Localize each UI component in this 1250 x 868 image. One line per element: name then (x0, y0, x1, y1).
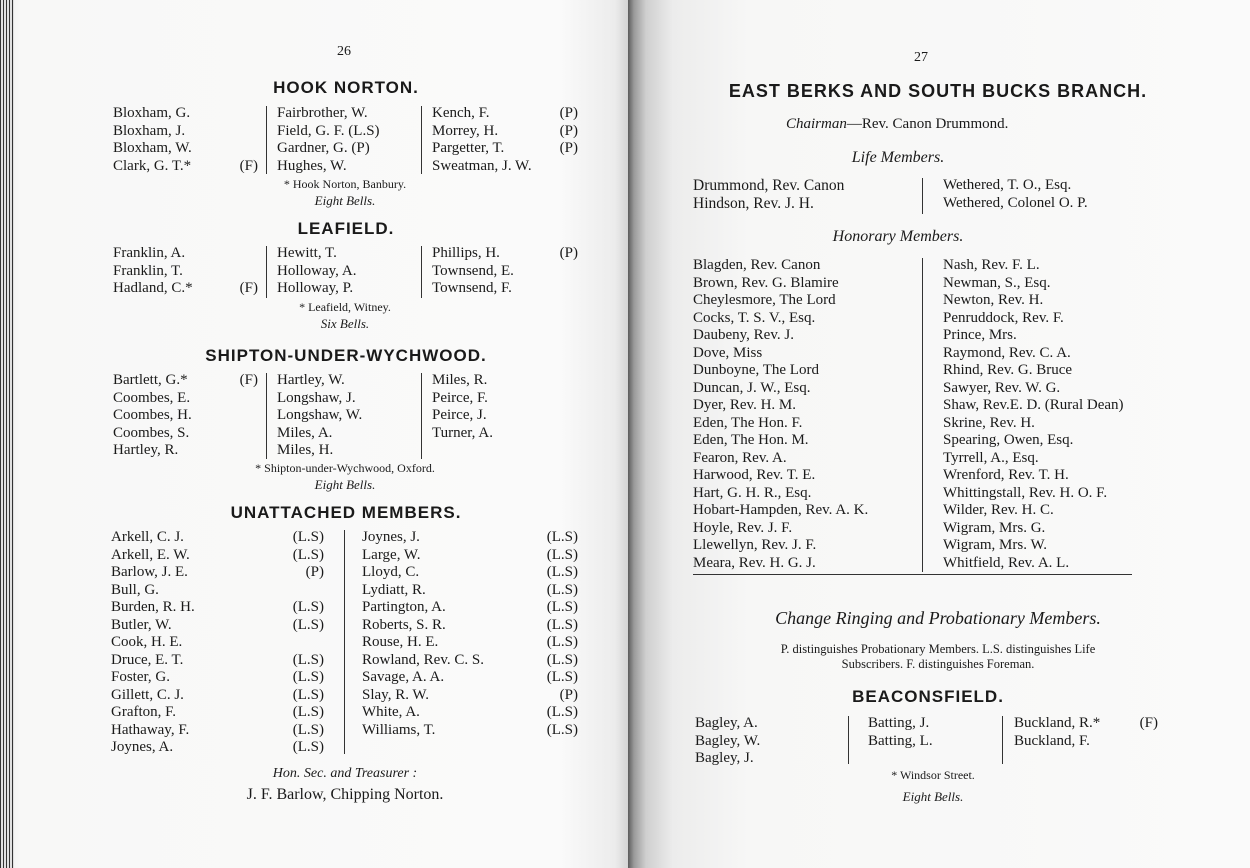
member-name: Phillips, H. (432, 245, 500, 261)
member-mark: (L.S) (292, 651, 324, 668)
member-name: Foster, G. (111, 669, 170, 685)
member-mark: (L.S) (546, 704, 578, 720)
member-mark: (L.S) (292, 529, 324, 545)
member-name: Miles, R. (432, 372, 488, 388)
member-mark: (P) (559, 686, 578, 703)
member-name: Penruddock, Rev. F. (943, 309, 1064, 326)
member-mark: (L.S) (292, 739, 324, 755)
member-name: Daubeny, Rev. J. (693, 327, 794, 343)
right-page (628, 0, 1250, 868)
member-name: Gardner, G. (P) (277, 140, 370, 156)
member-name: Tyrrell, A., Esq. (943, 449, 1039, 466)
member-name: Joynes, J. (362, 529, 420, 545)
member-name: Large, W. (362, 546, 421, 563)
member-name: White, A. (362, 704, 420, 720)
bells-count: Eight Bells. (314, 193, 376, 208)
member-name: Cook, H. E. (111, 634, 183, 650)
member-name: Lloyd, C. (362, 564, 420, 580)
member-name: Longshaw, W. (277, 407, 363, 423)
member-mark (270, 582, 324, 600)
member-name: Coombes, E. (113, 389, 191, 406)
member-name: Harwood, Rev. T. E. (693, 467, 816, 483)
member-name: Dunboyne, The Lord (693, 362, 819, 378)
member-name: Buckland, F. (1014, 732, 1090, 749)
member-mark: (L.S) (546, 599, 578, 615)
member-mark (230, 105, 258, 123)
change-ringing-heading: Change Ringing and Probationary Members. (775, 608, 1101, 628)
member-name: Clark, G. T.* (113, 157, 192, 174)
member-name: Rhind, Rev. G. Bruce (943, 362, 1073, 378)
member-name: Rouse, H. E. (362, 634, 439, 650)
member-name: Prince, Mrs. (943, 327, 1017, 343)
member-name: Franklin, A. (113, 245, 186, 261)
column-divider (266, 373, 267, 459)
shipton-col3 (432, 372, 493, 442)
member-name: Coombes, H. (113, 407, 192, 423)
member-mark (540, 158, 578, 176)
beaconsfield-col3 (1014, 715, 1100, 750)
member-name: Batting, J. (868, 715, 930, 731)
footer-label: Hon. Sec. and Treasurer : (272, 766, 418, 781)
member-name: Barlow, J. E. (111, 564, 188, 580)
chairman-name: —Rev. Canon Drummond. (846, 116, 1009, 132)
member-mark: (P) (559, 245, 578, 261)
member-name: Cheylesmore, The Lord (693, 292, 836, 308)
column-divider (922, 178, 923, 214)
bells-count: Eight Bells. (902, 789, 964, 804)
member-mark: (L.S) (546, 529, 578, 545)
member-mark (270, 634, 324, 652)
member-name: Skrine, Rev. H. (943, 414, 1035, 431)
member-name: Shaw, Rev.E. D. (Rural Dean) (943, 397, 1124, 413)
hook-norton-col1 (113, 105, 192, 175)
member-name: Whitfield, Rev. A. L. (943, 554, 1070, 571)
member-mark: (L.S) (292, 546, 324, 563)
hook-norton-col3-marks (540, 105, 578, 175)
leafield-col1 (113, 245, 193, 298)
leafield-col1-marks (230, 245, 258, 298)
member-name: Brown, Rev. G. Blamire (693, 274, 839, 291)
member-name: Roberts, S. R. (362, 616, 446, 633)
member-mark: (L.S) (292, 616, 324, 633)
member-name: Miles, H. (277, 442, 334, 458)
member-mark: (P) (559, 122, 578, 139)
member-name: Dyer, Rev. H. M. (693, 397, 796, 413)
column-divider (421, 106, 422, 174)
life-col1 (693, 177, 844, 212)
member-name: Bull, G. (111, 581, 159, 598)
life-col2 (943, 177, 1088, 212)
member-name: Batting, L. (868, 732, 933, 749)
member-name: Turner, A. (432, 424, 493, 441)
member-mark: (L.S) (546, 616, 578, 633)
member-name: Morrey, H. (432, 122, 499, 139)
member-name: Fairbrother, W. (277, 105, 368, 121)
shipton-col2 (277, 372, 362, 460)
life-members-heading: Life Members. (851, 149, 945, 166)
shipton-col1 (113, 372, 192, 460)
tower-address: * Hook Norton, Banbury. (283, 177, 407, 191)
member-mark: (L.S) (546, 581, 578, 598)
member-mark (540, 263, 578, 281)
member-mark: (P) (559, 105, 578, 121)
member-name: Nash, Rev. F. L. (943, 257, 1040, 273)
member-mark: (L.S) (546, 651, 578, 668)
member-name: Joynes, A. (111, 739, 174, 755)
member-name: Hewitt, T. (277, 245, 337, 261)
member-mark: (L.S) (292, 721, 324, 738)
member-name: Holloway, P. (277, 280, 354, 296)
legend-line-2: Subscribers. F. distinguishes Foreman. (841, 657, 1035, 671)
member-mark: (L.S) (292, 704, 324, 720)
unattached-col1-marks (270, 529, 324, 757)
member-name: Wrenford, Rev. T. H. (943, 467, 1069, 483)
member-name: Hartley, W. (277, 372, 345, 388)
member-name: Miles, A. (277, 424, 333, 441)
member-name: Hoyle, Rev. J. F. (693, 519, 793, 536)
member-name: Partington, A. (362, 599, 446, 615)
beaconsfield-col2 (868, 715, 933, 750)
column-divider (266, 106, 267, 174)
page-number: 27 (914, 50, 928, 65)
list-rule (922, 574, 1132, 575)
chairman-line (786, 116, 1008, 134)
page-edge-decoration (0, 0, 14, 868)
section-title-shipton: SHIPTON-UNDER-WYCHWOOD. (205, 346, 487, 365)
member-mark: (F) (239, 157, 258, 174)
tower-address: * Leafield, Witney. (299, 300, 391, 314)
shipton-col1-marks (230, 372, 258, 460)
honorary-col2 (943, 257, 1124, 572)
member-name: Bloxham, W. (113, 140, 192, 156)
member-name: Bagley, J. (695, 750, 754, 766)
column-divider (922, 258, 923, 572)
member-name: Slay, R. W. (362, 686, 429, 703)
leafield-col3 (432, 245, 514, 298)
branch-title: EAST BERKS AND SOUTH BUCKS BRANCH. (728, 81, 1148, 101)
member-name: Drummond, Rev. Canon (693, 177, 845, 194)
member-name: Wigram, Mrs. W. (943, 537, 1047, 553)
member-name: Eden, The Hon. F. (693, 414, 803, 431)
member-mark (230, 263, 258, 281)
member-mark: (P) (305, 564, 324, 580)
member-name: Hathaway, F. (111, 721, 190, 738)
member-name: Butler, W. (111, 616, 172, 633)
beaconsfield-col1 (695, 715, 760, 768)
member-name: Wilder, Rev. H. C. (943, 502, 1054, 518)
member-mark: (L.S) (546, 546, 578, 563)
member-name: Fearon, Rev. A. (693, 449, 787, 466)
member-mark: (L.S) (546, 721, 578, 738)
chairman-label: Chairman (786, 116, 847, 132)
member-name: Newton, Rev. H. (943, 292, 1044, 308)
member-name: Pargetter, T. (432, 140, 505, 156)
member-name: Hart, G. H. R., Esq. (693, 484, 812, 501)
member-mark: (L.S) (546, 634, 578, 650)
member-name: Coombes, S. (113, 424, 190, 441)
member-name: Kench, F. (432, 105, 490, 121)
member-mark (230, 123, 258, 141)
beaconsfield-col3-marks (1123, 715, 1158, 750)
member-name: Grafton, F. (111, 704, 177, 720)
column-divider (266, 246, 267, 298)
member-name: Wethered, T. O., Esq. (943, 177, 1072, 193)
section-title-unattached: UNATTACHED MEMBERS. (230, 503, 462, 522)
member-name: Bartlett, G.* (113, 372, 188, 388)
member-mark: (L.S) (292, 686, 324, 703)
column-divider (421, 373, 422, 459)
unattached-col2-marks (522, 529, 578, 739)
member-name: Peirce, J. (432, 407, 487, 423)
member-mark (1123, 733, 1158, 751)
member-name: Field, G. F. (L.S) (277, 122, 380, 139)
member-name: Hindson, Rev. J. H. (693, 194, 814, 212)
member-name: Hadland, C.* (113, 280, 193, 296)
column-divider (421, 246, 422, 298)
member-mark: (L.S) (292, 669, 324, 685)
member-name: Arkell, E. W. (111, 546, 190, 563)
member-mark (540, 280, 578, 298)
hook-norton-col2 (277, 105, 380, 175)
member-mark (230, 245, 258, 263)
member-name: Burden, R. H. (111, 599, 195, 615)
member-mark (230, 425, 258, 443)
member-name: Gillett, C. J. (111, 686, 184, 703)
column-divider (1002, 716, 1003, 764)
unattached-col2 (362, 529, 484, 739)
member-name: Sawyer, Rev. W. G. (943, 379, 1061, 396)
member-name: Eden, The Hon. M. (693, 432, 809, 448)
member-name: Wigram, Mrs. G. (943, 519, 1046, 536)
member-name: Cocks, T. S. V., Esq. (693, 309, 816, 326)
member-mark: (L.S) (292, 599, 324, 615)
member-name: Bloxham, J. (113, 122, 186, 139)
legend-line-1: P. distinguishes Probationary Members. L.S. distinguishes Life (780, 642, 1096, 656)
member-name: Bagley, A. (695, 715, 758, 731)
member-mark (230, 442, 258, 460)
member-name: Arkell, C. J. (111, 529, 184, 545)
member-name: Hobart-Hampden, Rev. A. K. (693, 502, 869, 518)
member-mark (230, 140, 258, 158)
member-name: Wethered, Colonel O. P. (943, 194, 1088, 211)
tower-address: * Windsor Street. (891, 768, 975, 782)
member-name: Lydiatt, R. (362, 581, 426, 598)
member-name: Williams, T. (362, 721, 436, 738)
member-name: Bloxham, G. (113, 105, 191, 121)
member-mark: (F) (1139, 715, 1158, 731)
section-title-hook-norton: HOOK NORTON. (273, 78, 419, 97)
member-name: Sweatman, J. W. (432, 157, 532, 174)
hook-norton-col3 (432, 105, 532, 175)
bells-count: Six Bells. (320, 316, 370, 331)
section-title-beaconsfield: BEACONSFIELD. (852, 687, 1004, 706)
member-name: Bagley, W. (695, 732, 761, 749)
tower-address: * Shipton-under-Wychwood, Oxford. (255, 461, 435, 475)
hook-norton-col1-marks (230, 105, 258, 175)
member-name: Duncan, J. W., Esq. (693, 379, 811, 396)
member-name: Savage, A. A. (362, 669, 445, 685)
member-name: Peirce, F. (432, 389, 488, 406)
honorary-col1 (693, 257, 868, 572)
footer-text: J. F. Barlow, Chipping Norton. (246, 786, 444, 803)
leafield-col3-marks (540, 245, 578, 298)
member-name: Whittingstall, Rev. H. O. F. (943, 484, 1108, 501)
member-name: Townsend, F. (432, 280, 512, 296)
member-name: Rowland, Rev. C. S. (362, 651, 484, 668)
column-divider (848, 716, 849, 764)
bells-count: Eight Bells. (314, 477, 376, 492)
member-name: Meara, Rev. H. G. J. (693, 554, 816, 571)
member-name: Franklin, T. (113, 262, 183, 279)
member-mark: (P) (559, 140, 578, 156)
member-mark: (F) (239, 280, 258, 296)
member-name: Hartley, R. (113, 442, 179, 458)
member-name: Druce, E. T. (111, 651, 184, 668)
member-mark (230, 407, 258, 425)
member-name: Townsend, E. (432, 262, 514, 279)
member-mark: (L.S) (546, 564, 578, 580)
honorary-members-heading: Honorary Members. (832, 228, 964, 245)
member-name: Spearing, Owen, Esq. (943, 432, 1074, 448)
member-name: Blagden, Rev. Canon (693, 257, 821, 273)
page-number: 26 (337, 44, 351, 59)
member-mark: (F) (239, 372, 258, 388)
member-name: Buckland, R.* (1014, 715, 1101, 731)
list-rule (693, 574, 925, 575)
member-name: Newman, S., Esq. (943, 274, 1051, 291)
section-title-leafield: LEAFIELD. (297, 219, 395, 238)
member-mark (230, 390, 258, 408)
member-mark: (L.S) (546, 669, 578, 685)
member-name: Longshaw, J. (277, 389, 356, 406)
member-name: Holloway, A. (277, 262, 357, 279)
member-name: Raymond, Rev. C. A. (943, 344, 1071, 361)
member-name: Dove, Miss (693, 344, 763, 361)
member-name: Llewellyn, Rev. J. F. (693, 537, 817, 553)
leafield-col2 (277, 245, 356, 298)
column-divider (344, 530, 345, 754)
member-name: Hughes, W. (277, 157, 347, 174)
unattached-col1 (111, 529, 195, 757)
